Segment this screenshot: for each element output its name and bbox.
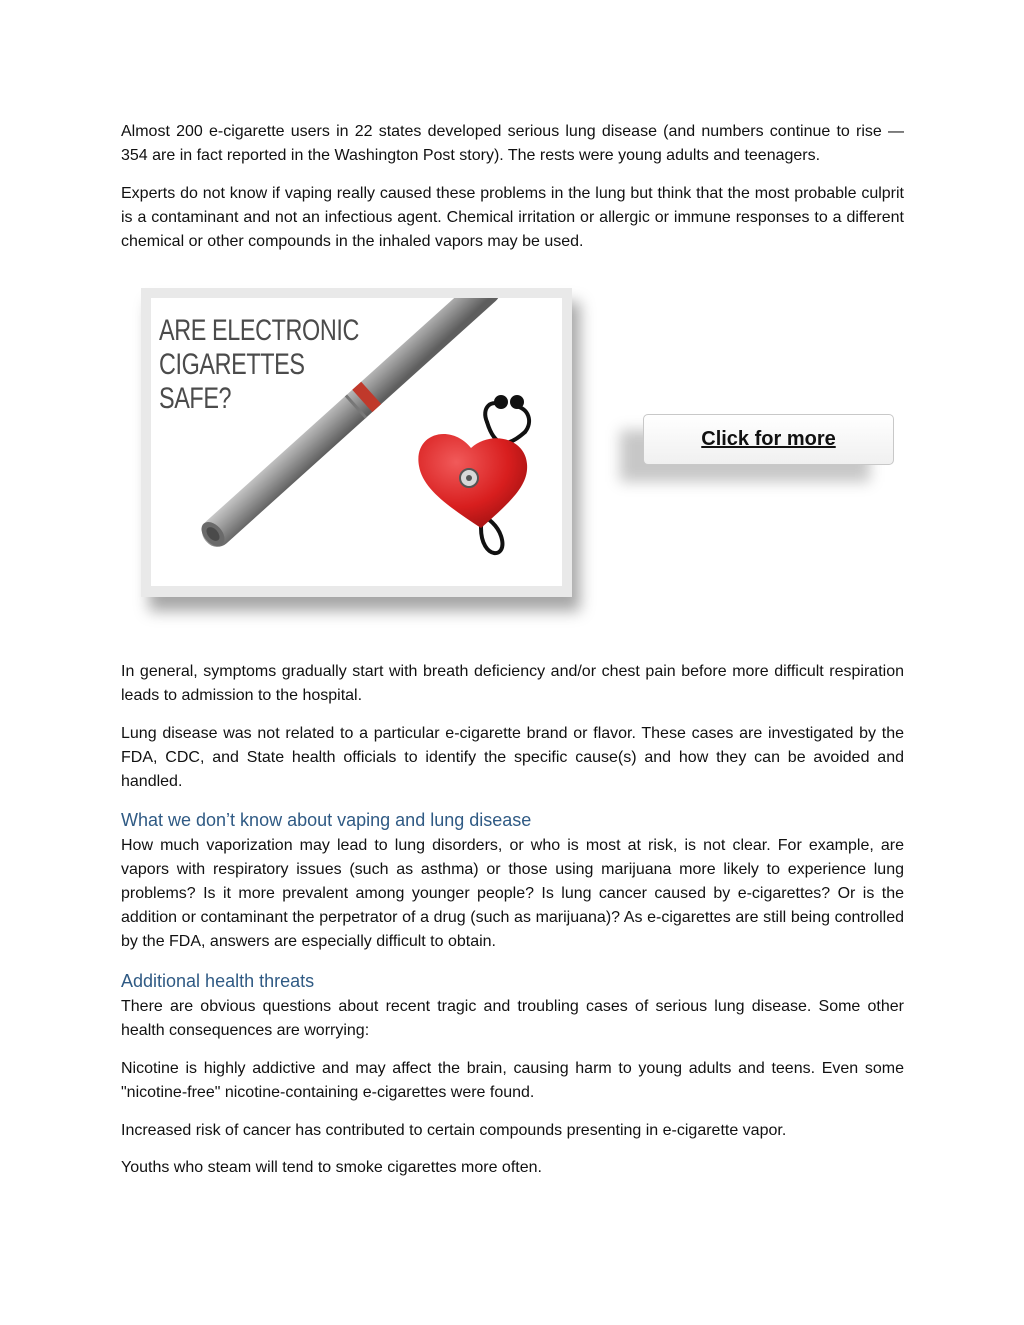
click-for-more-button[interactable] <box>643 414 894 465</box>
unknowns-paragraph: How much vaporization may lead to lung disorders, or who is most at risk, is not clear. For example, are vapors with respiratory issues (such as asthma) or those using marijuana more likely to experience lung problems? Is it more prevalent among younger people? Is lung cancer caused by e-cigarettes? Or is the addition or contaminant the perpetrator of a drug (such as marijuana)? As e-cigarettes are still being controlled by the FDA, answers are especially difficult to obtain. <box>121 837 904 950</box>
intro-paragraph-2: Experts do not know if vaping really caused these problems in the lung but think that the most probable culprit is a contaminant and not an infectious agent. Chemical irritation or allergic or immune responses to a different chemical or other compounds in the inhaled vapors may be used. <box>121 185 904 250</box>
section-heading-threats: Additional health threats <box>121 971 315 991</box>
section-heading-unknowns: What we don’t know about vaping and lung disease <box>121 810 532 830</box>
image-canvas <box>151 298 562 586</box>
threats-paragraph-2: Nicotine is highly addictive and may affect the brain, causing harm to young adults and teens. Even some "nicotine-free" nicotine-containing e-cigarettes were found. <box>121 1060 904 1101</box>
threats-paragraph-1: There are obvious questions about recent tragic and troubling cases of serious lung disease. Some other health consequences are worrying: <box>121 998 904 1039</box>
symptoms-paragraph: In general, symptoms gradually start with breath deficiency and/or chest pain before more difficult respiration leads to admission to the hospital. <box>121 663 904 704</box>
e-cigarette-icon <box>196 298 506 553</box>
intro-paragraph-1: Almost 200 e-cigarette users in 22 states developed serious lung disease (and numbers continue to rise — 354 are in fact reported in the Washington Post story). The rests were young adults and teenagers. <box>121 123 904 164</box>
investigation-paragraph: Lung disease was not related to a particular e-cigarette brand or flavor. These cases are investigated by the FDA, CDC, and State health officials to identify the specific cause(s) and how they can be avoided and handled. <box>121 725 904 790</box>
click-for-more-link[interactable]: Click for more <box>701 428 836 450</box>
heart-icon <box>418 434 527 528</box>
ecigarette-image <box>141 288 572 597</box>
image-illustration <box>151 298 562 586</box>
threats-paragraph-4: Youths who steam will tend to smoke cigarettes more often. <box>121 1159 542 1176</box>
image-caption: ARE ELECTRONIC CIGARETTES SAFE? <box>159 314 359 415</box>
threats-paragraph-3: Increased risk of cancer has contributed to certain compounds presenting in e-cigarette vapor. <box>121 1122 787 1139</box>
